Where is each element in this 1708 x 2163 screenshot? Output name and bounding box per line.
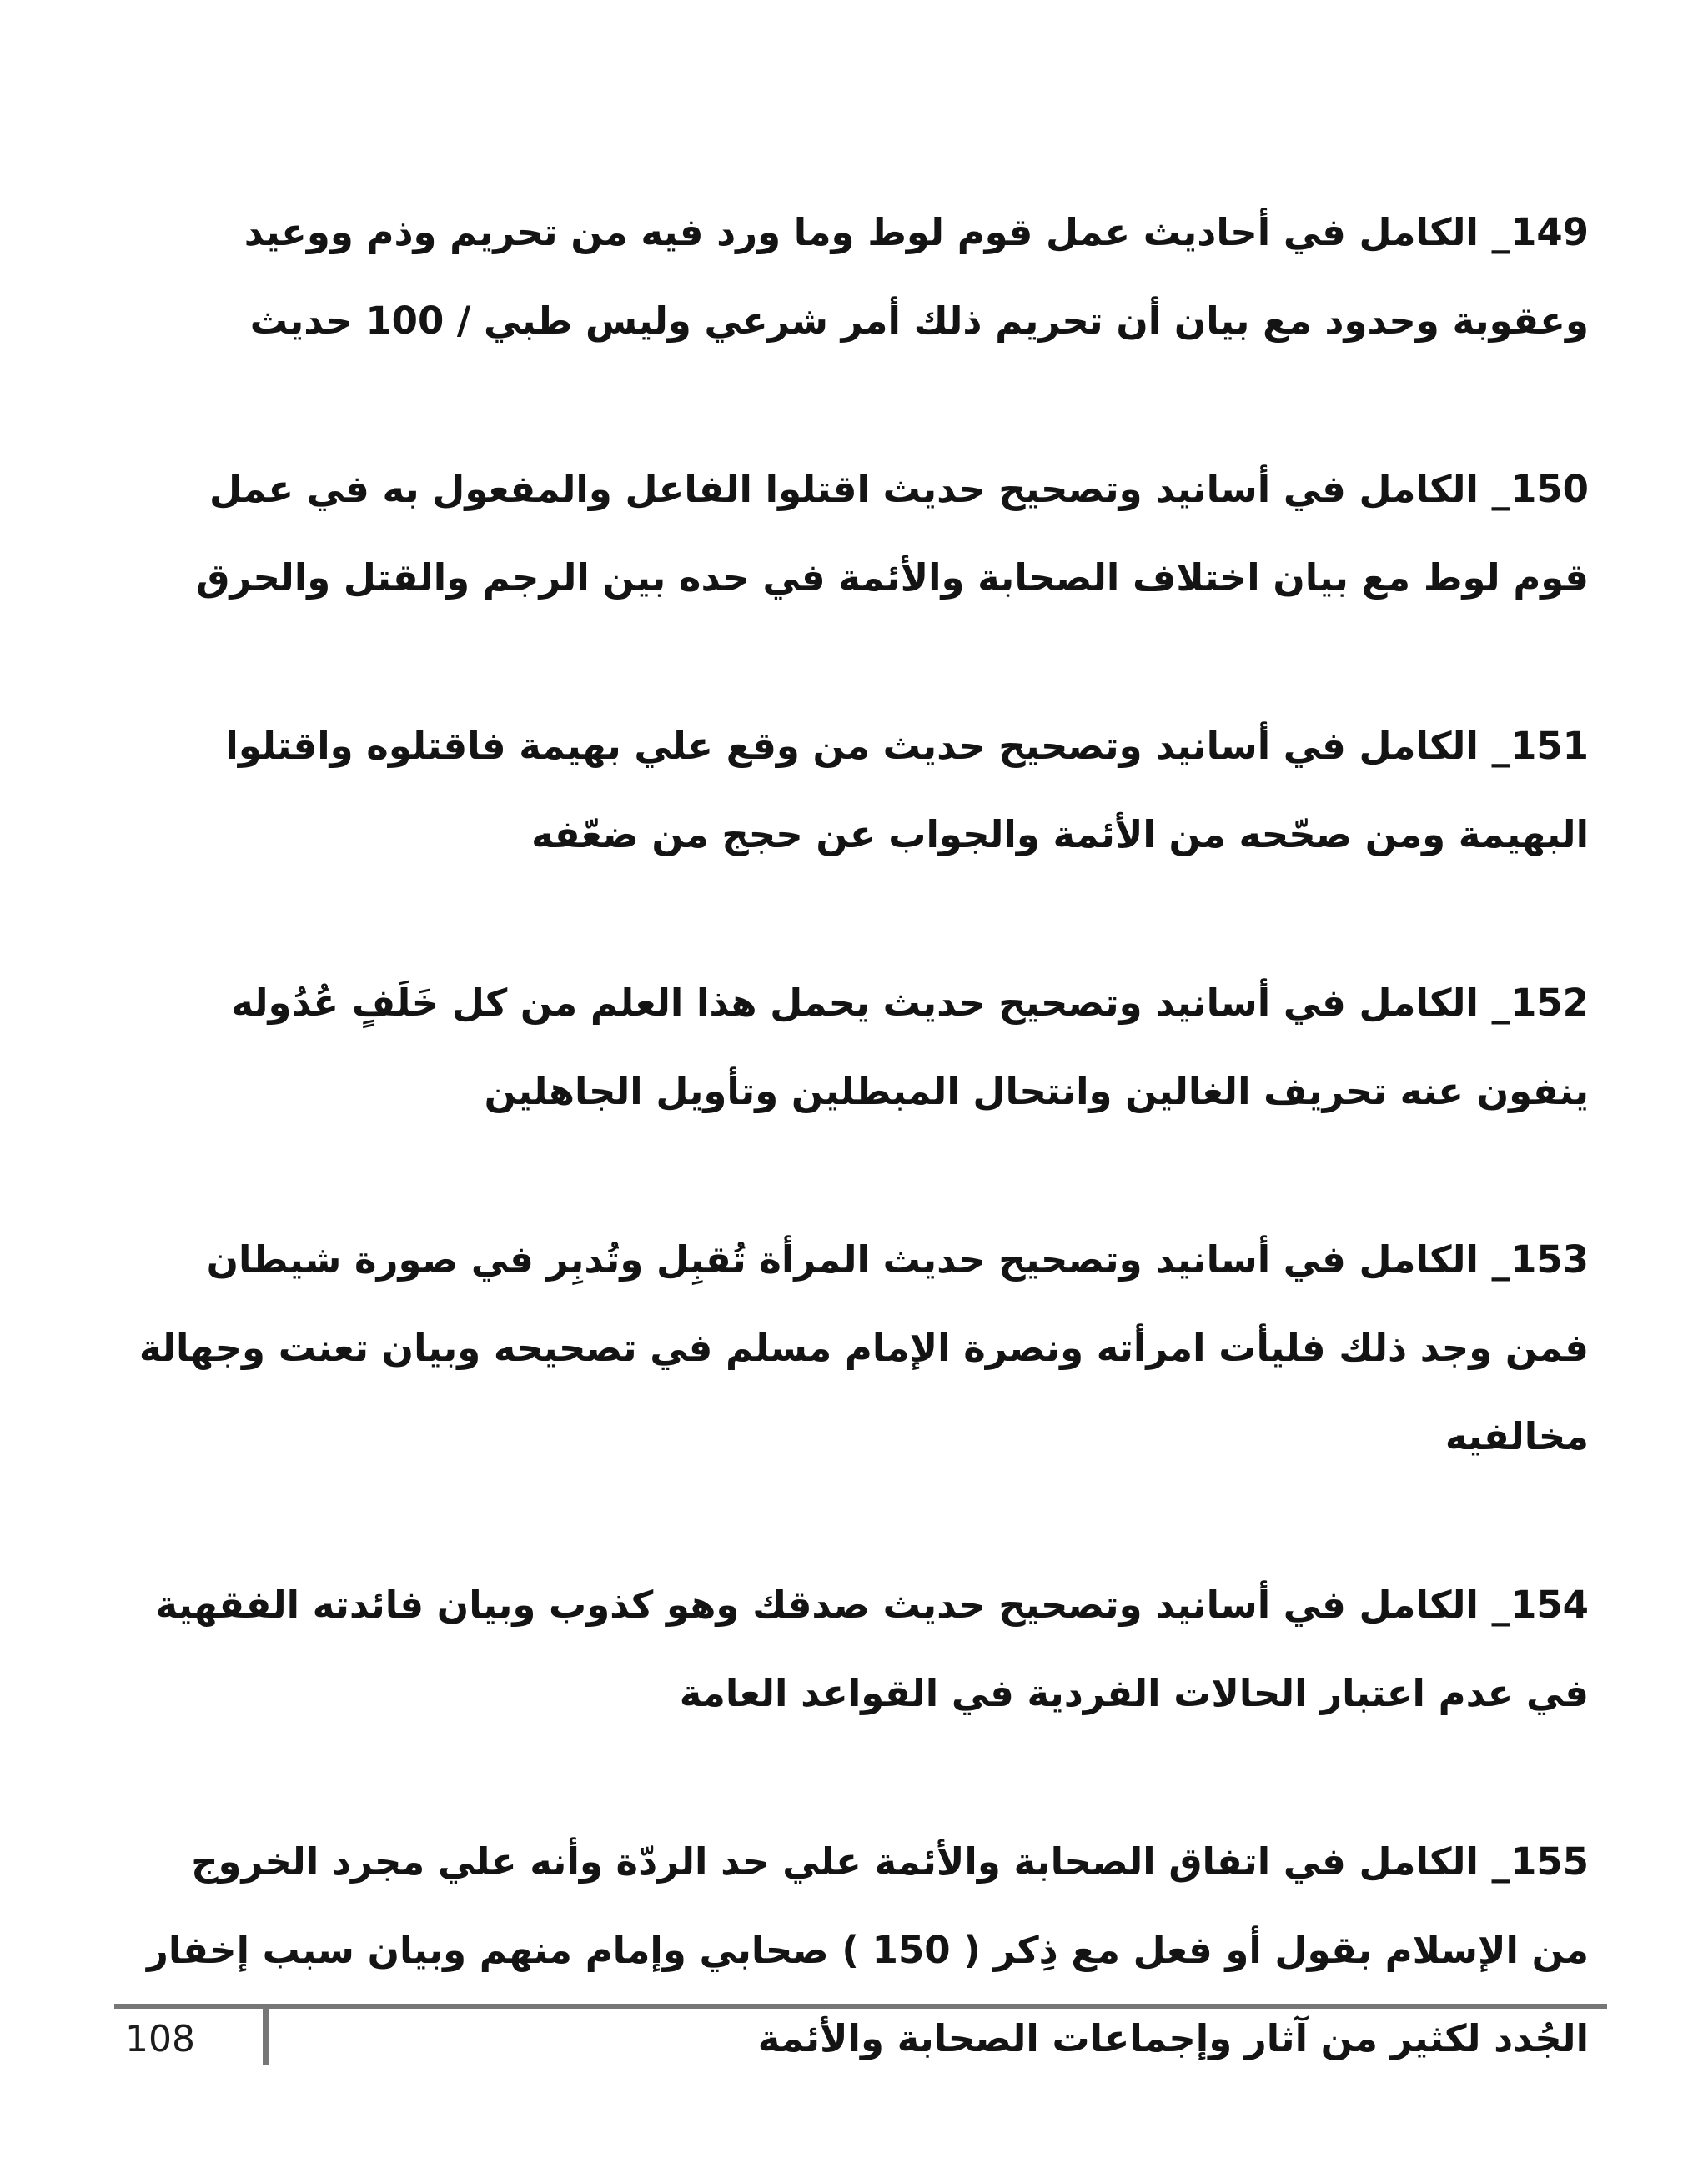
book-list (125, 188, 1589, 2163)
list-item: 154_ الكامل في أسانيد وتصحيح حديث صدقك وهو كذوب وبيان فائدته الفقهية في عدم اعتبار الحالات الفردية في القواعد العامة (155, 1583, 1589, 1715)
footer-divider-tick (263, 2004, 269, 2065)
list-item: 153_ الكامل في أسانيد وتصحيح حديث المرأة تُقبِل وتُدبِر في صورة شيطان فمن وجد ذلك فليأت امرأته ونصرة الإمام مسلم في تصحيحه وبيان تعنت وجهالة مخالفيه (138, 1237, 1589, 1458)
list-item: 150_ الكامل في أسانيد وتصحيح حديث اقتلوا الفاعل والمفعول به في عمل قوم لوط مع بيان اختلاف الصحابة والأئمة في حده بين الرجم والقتل والحرق (196, 467, 1589, 600)
footer-divider (114, 2004, 1607, 2009)
page-number: 108 (125, 2018, 195, 2060)
list-item: 151_ الكامل في أسانيد وتصحيح حديث من وقع علي بهيمة فاقتلوه واقتلوا البهيمة ومن صحّحه من الأئمة والجواب عن حجج من ضعّفه (225, 724, 1589, 856)
list-item: 155_ الكامل في اتفاق الصحابة والأئمة علي حد الردّة وأنه علي مجرد الخروج من الإسلام بقول أو فعل مع ذِكر ( 150 ) صحابي وإمام منهم وبيان سبب إخفار الجُدد لكثير من آثار وإجماعات الصحابة والأئمة (146, 1839, 1589, 2060)
list-item: 149_ الكامل في أحاديث عمل قوم لوط وما ورد فيه من تحريم وذم ووعيد وعقوبة وحدود مع بيان أن تحريم ذلك أمر شرعي وليس طبي / 100 حديث (244, 210, 1589, 343)
list-item: 152_ الكامل في أسانيد وتصحيح حديث يحمل هذا العلم من كل خَلَفٍ عُدُوله ينفون عنه تحريف الغالين وانتحال المبطلين وتأويل الجاهلين (231, 981, 1589, 1113)
